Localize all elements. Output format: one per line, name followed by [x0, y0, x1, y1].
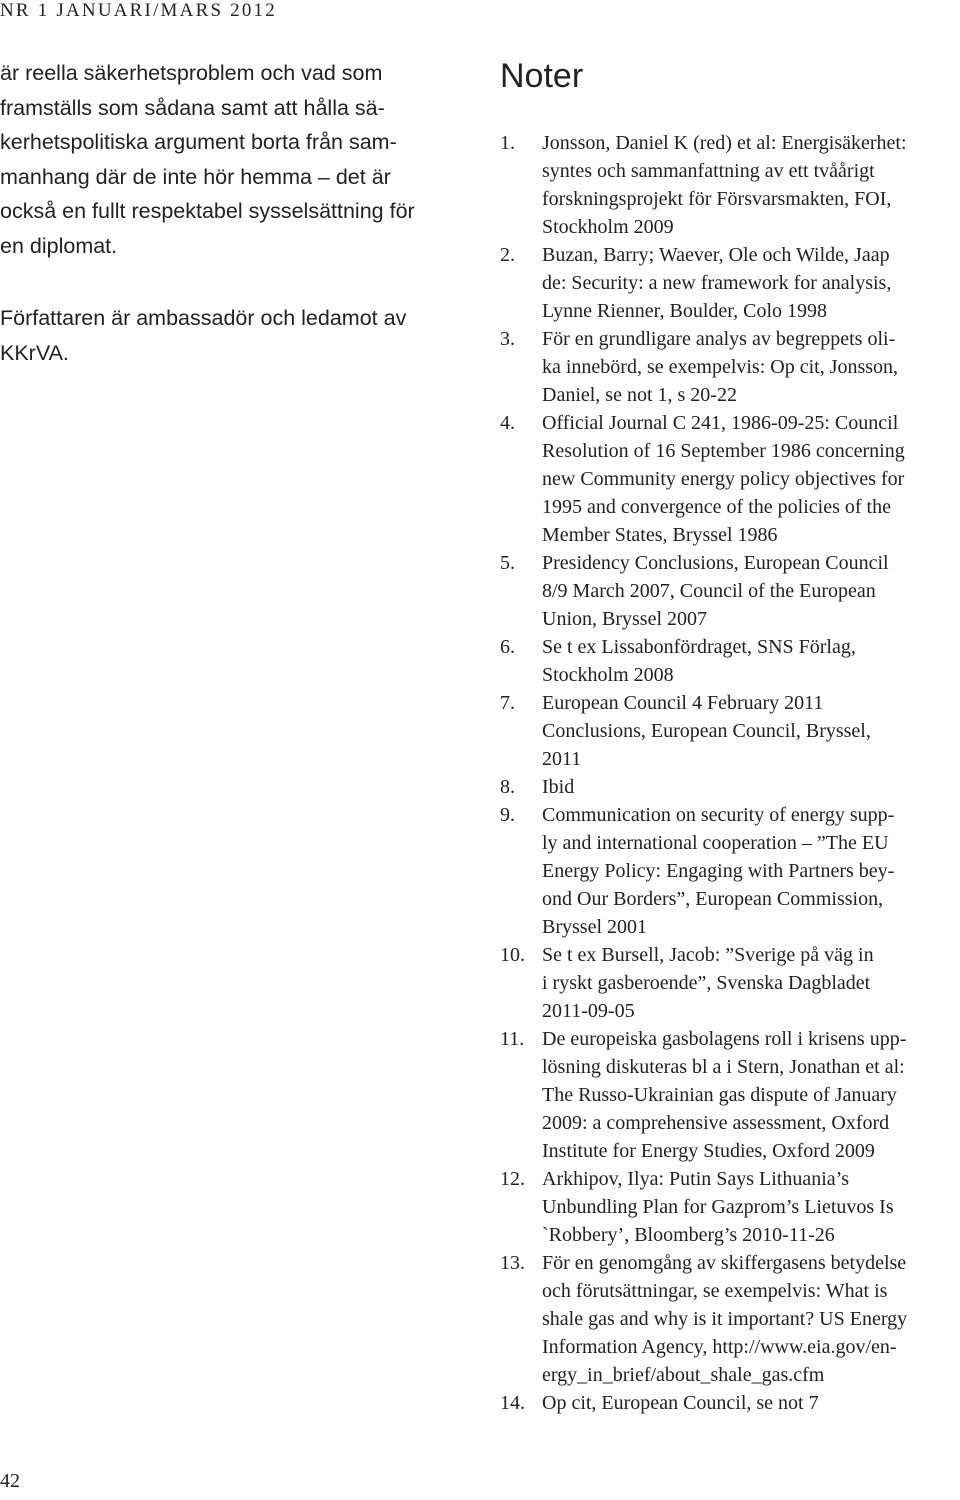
page-number: 42	[0, 1470, 20, 1492]
note-line: 2009: a comprehensive assessment, Oxford	[542, 1112, 890, 1134]
closing-paragraph	[0, 56, 470, 263]
note-line: Se t ex Lissabonfördraget, SNS Förlag,	[542, 636, 856, 658]
note-text	[542, 241, 960, 325]
note-line: ond Our Borders”, European Commission,	[542, 888, 884, 910]
note-number: 7.	[500, 692, 515, 714]
note-line: Information Agency, http://www.eia.gov/en-	[542, 1336, 897, 1358]
paragraph-line: också en fullt respektabel sysselsättning för	[0, 199, 415, 223]
paragraph-line: kerhetspolitiska argument borta från sam-	[0, 130, 397, 154]
note-number: 3.	[500, 328, 515, 350]
note-item	[500, 129, 960, 241]
note-line: ergy_in_brief/about_shale_gas.cfm	[542, 1364, 825, 1386]
note-item	[500, 241, 960, 325]
author-note-line: Författaren är ambassadör och ledamot av	[0, 306, 407, 330]
note-line: Stockholm 2009	[542, 216, 674, 238]
note-text	[542, 1389, 960, 1417]
note-line: i ryskt gasberoende”, Svenska Dagbladet	[542, 972, 871, 994]
paragraph-line: är reella säkerhetsproblem och vad som	[0, 61, 383, 85]
note-text	[542, 409, 960, 549]
note-item	[500, 409, 960, 549]
note-line: Arkhipov, Ilya: Putin Says Lithuania’s	[542, 1168, 850, 1190]
note-text	[542, 689, 960, 773]
note-item	[500, 773, 960, 801]
note-line: Conclusions, European Council, Bryssel,	[542, 720, 871, 742]
note-number: 11.	[500, 1028, 525, 1050]
note-text	[542, 633, 960, 689]
note-text	[542, 1249, 960, 1389]
note-item	[500, 325, 960, 409]
note-number: 2.	[500, 244, 515, 266]
note-number: 5.	[500, 552, 515, 574]
note-line: Lynne Rienner, Boulder, Colo 1998	[542, 300, 828, 322]
note-number: 9.	[500, 804, 515, 826]
note-number: 12.	[500, 1168, 525, 1190]
author-note	[0, 301, 470, 370]
note-line: Stockholm 2008	[542, 664, 674, 686]
note-item	[500, 689, 960, 773]
note-line: Bryssel 2001	[542, 916, 647, 938]
running-head: NR 1 JANUARI/MARS 2012	[0, 0, 277, 21]
note-line: För en grundligare analys av begreppets oli-	[542, 328, 896, 350]
note-item	[500, 1389, 960, 1417]
note-line: `Robbery’, Bloomberg’s 2010-11-26	[542, 1224, 835, 1246]
note-line: European Council 4 February 2011	[542, 692, 824, 714]
note-line: Union, Bryssel 2007	[542, 608, 707, 630]
note-line: Unbundling Plan for Gazprom’s Lietuvos Is	[542, 1196, 894, 1218]
note-line: ka innebörd, se exempelvis: Op cit, Jonsson,	[542, 356, 899, 378]
note-line: För en genomgång av skiffergasens betydelse	[542, 1252, 907, 1274]
note-line: Jonsson, Daniel K (red) et al: Energisäkerhet:	[542, 132, 907, 154]
notes-list	[500, 129, 960, 1417]
note-line: Member States, Bryssel 1986	[542, 524, 778, 546]
note-line: de: Security: a new framework for analysis,	[542, 272, 892, 294]
note-line: The Russo-Ukrainian gas dispute of January	[542, 1084, 897, 1106]
note-item	[500, 1165, 960, 1249]
note-number: 13.	[500, 1252, 525, 1274]
note-text	[542, 801, 960, 941]
notes-heading: Noter	[500, 57, 584, 95]
note-line: Daniel, se not 1, s 20-22	[542, 384, 737, 406]
note-number: 14.	[500, 1392, 525, 1414]
note-line: 2011	[542, 748, 582, 770]
note-line: lösning diskuteras bl a i Stern, Jonathan et al:	[542, 1056, 905, 1078]
notes-section	[500, 55, 960, 1417]
note-line: ly and international cooperation – ”The EU	[542, 832, 889, 854]
note-line: Ibid	[542, 776, 575, 798]
note-line: 8/9 March 2007, Council of the European	[542, 580, 876, 602]
note-text	[542, 1025, 960, 1165]
note-line: syntes och sammanfattning av ett tvåårigt	[542, 160, 875, 182]
note-line: 1995 and convergence of the policies of the	[542, 496, 891, 518]
note-text	[542, 1165, 960, 1249]
note-line: Official Journal C 241, 1986-09-25: Council	[542, 412, 899, 434]
note-line: forskningsprojekt för Försvarsmakten, FOI,	[542, 188, 892, 210]
note-line: Institute for Energy Studies, Oxford 2009	[542, 1140, 875, 1162]
note-item	[500, 1249, 960, 1389]
note-number: 6.	[500, 636, 515, 658]
note-line: 2011-09-05	[542, 1000, 635, 1022]
note-line: och förutsättningar, se exempelvis: What is	[542, 1280, 888, 1302]
paragraph-line: manhang där de inte hör hemma – det är	[0, 164, 391, 189]
note-line: shale gas and why is it important? US Energy	[542, 1308, 908, 1330]
note-line: Buzan, Barry; Waever, Ole och Wilde, Jaap	[542, 244, 890, 266]
note-item	[500, 633, 960, 689]
note-item	[500, 549, 960, 633]
article-body-column	[0, 56, 470, 370]
note-line: Se t ex Bursell, Jacob: ”Sverige på väg in	[542, 944, 874, 966]
paragraph-line: en diplomat.	[0, 233, 118, 258]
note-line: new Community energy policy objectives for	[542, 468, 905, 490]
note-line: Presidency Conclusions, European Council	[542, 552, 889, 574]
note-text	[542, 941, 960, 1025]
note-number: 1.	[500, 132, 515, 154]
note-text	[542, 129, 960, 241]
note-text	[542, 549, 960, 633]
paragraph-line: framställs som sådana samt att hålla sä-	[0, 95, 385, 120]
note-item	[500, 941, 960, 1025]
note-number: 8.	[500, 776, 515, 798]
note-number: 10.	[500, 944, 525, 966]
note-line: Communication on security of energy supp-	[542, 804, 895, 826]
note-line: Op cit, European Council, se not 7	[542, 1392, 819, 1414]
note-text	[542, 325, 960, 409]
note-item	[500, 801, 960, 941]
note-line: Resolution of 16 September 1986 concerning	[542, 440, 905, 462]
note-line: Energy Policy: Engaging with Partners bey-	[542, 860, 895, 882]
note-item	[500, 1025, 960, 1165]
author-note-line: KKrVA.	[0, 340, 69, 365]
note-line: De europeiska gasbolagens roll i krisens upp-	[542, 1028, 907, 1050]
note-text	[542, 773, 960, 801]
note-number: 4.	[500, 412, 515, 434]
